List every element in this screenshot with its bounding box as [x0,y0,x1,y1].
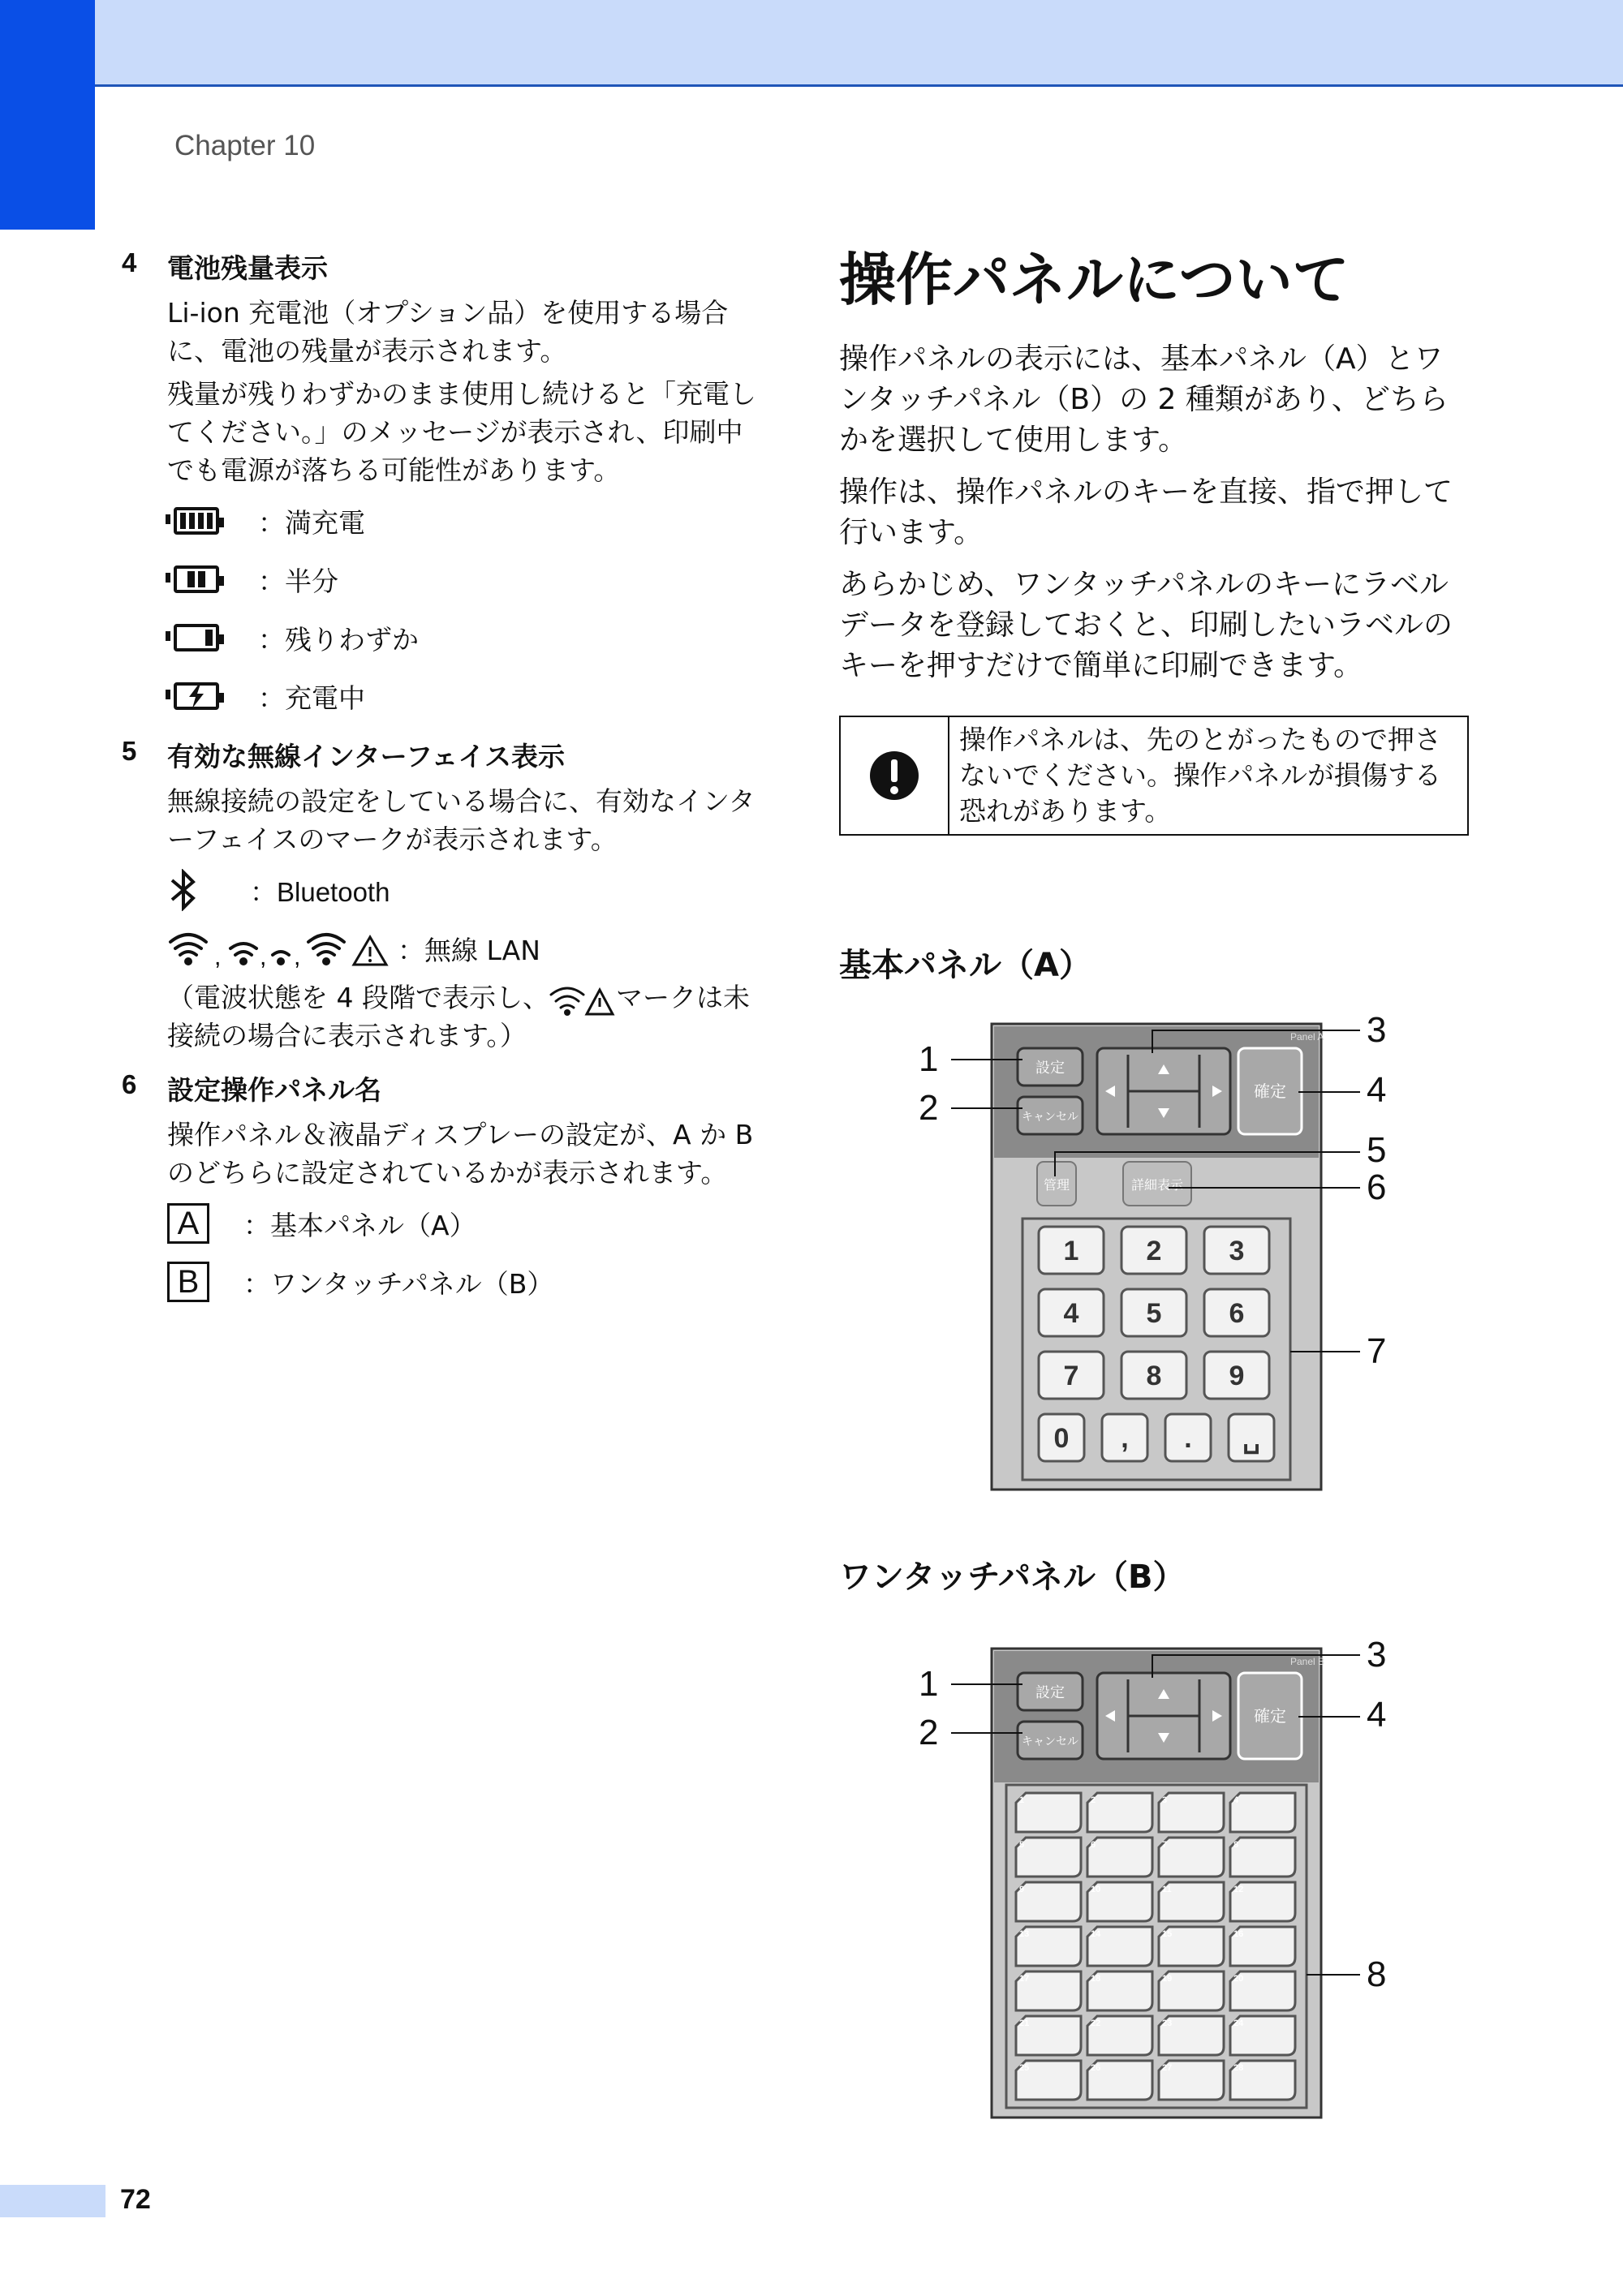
wifi-signal-icons [167,927,391,970]
callout-1: 1 [919,1039,939,1079]
one-touch-key[interactable] [1230,1838,1295,1877]
item-title: 有効な無線インターフェイス表示 [167,741,566,772]
item-5-note: （電波状態を 4 段階で表示し、 マークは未接続の場合に表示されます。） [167,982,750,1051]
one-touch-key[interactable] [1016,1838,1081,1877]
left-column [122,247,763,1309]
one-touch-key-number: 23 [1162,2019,1173,2028]
battery-charging-label: ：充電中 [258,681,365,714]
panel-a-indicator-label: ：基本パネル（A） [243,1209,476,1241]
callout-6: 6 [1367,1167,1387,1207]
one-touch-key-number: 10 [1091,1885,1101,1894]
panel-b-letter-icon: B [167,1262,209,1302]
one-touch-key-number: 13 [1019,1929,1030,1939]
battery-full-row [122,494,763,548]
callout-1: 1 [919,1664,939,1704]
svg-text:確定: 確定 [1254,1706,1286,1726]
one-touch-key[interactable] [1016,1793,1081,1832]
numeric-key-label: 1 [1063,1236,1079,1266]
one-touch-key-number: 25 [1019,2063,1030,2073]
section-title: 操作パネルについて [839,247,1350,313]
one-touch-key-number: 4 [1233,1795,1239,1805]
svg-text:詳細表示: 詳細表示 [1130,1177,1184,1193]
callout-8: 8 [1367,1954,1387,1994]
svg-text:,: , [260,944,267,970]
right-para1: 操作パネルの表示には、基本パネル（A）とワンタッチパネル（B）の 2 種類があり、どちらかを選択して使用します。 [839,342,1449,457]
battery-low-label: ：残りわずか [258,623,419,656]
callout-2: 2 [919,1713,939,1752]
numeric-key-label: 2 [1146,1236,1162,1266]
one-touch-key-number: 17 [1019,1974,1030,1984]
battery-low-row [122,611,763,664]
wlan-label: ：無線 LAN [398,934,540,966]
numeric-key-label: 9 [1229,1361,1245,1391]
caution-icon [841,717,949,834]
battery-low-icon [174,624,219,651]
one-touch-key-number: 20 [1233,1974,1244,1984]
one-touch-key[interactable] [1087,1793,1152,1832]
numeric-key-label: ␣ [1242,1423,1260,1454]
panel-b-title: ワンタッチパネル（B） [839,1559,1186,1596]
right-column [839,243,1472,836]
battery-charging-icon [174,682,219,710]
caution-box [839,716,1469,836]
one-touch-key-number: 14 [1091,1929,1101,1939]
svg-text:,: , [294,944,301,970]
battery-half-label: ：半分 [258,565,338,597]
one-touch-key-number: 3 [1162,1795,1168,1805]
svg-text:キャンセル: キャンセル [1022,1735,1078,1748]
one-touch-key-number: 1 [1019,1795,1025,1805]
panel-b-indicator-row [122,1255,763,1309]
one-touch-key-number: 15 [1162,1929,1173,1939]
panel-a-title: 基本パネル（A） [839,947,1091,984]
one-touch-key[interactable] [1230,1793,1295,1832]
panel-b-tag: Panel B [1290,1656,1325,1667]
numeric-key-label: . [1184,1423,1192,1454]
battery-half-icon [174,565,219,593]
svg-text:設定: 設定 [1035,1684,1065,1701]
page-number: 72 [120,2184,151,2215]
one-touch-key-number: 5 [1019,1840,1025,1850]
one-touch-key-number: 11 [1162,1885,1172,1894]
item-6-heading [122,1069,763,1107]
item-number: 4 [122,247,137,277]
one-touch-key-number: 6 [1091,1840,1096,1850]
right-para2: 操作は、操作パネルのキーを直接、指で押して行います。 [839,475,1453,549]
chapter-tab [0,0,95,230]
bluetooth-label: ：Bluetooth [250,876,390,907]
callout-7: 7 [1367,1331,1387,1371]
callout-4: 4 [1367,1070,1387,1110]
one-touch-key[interactable] [1016,1882,1081,1921]
one-touch-key[interactable] [1087,1838,1152,1877]
one-touch-key-number: 2 [1091,1795,1096,1805]
item-4-para1: Li-ion 充電池（オプション品）を使用する場合に、電池の残量が表示されます。 [167,297,729,367]
bluetooth-row [122,863,763,917]
one-touch-key-number: 9 [1019,1885,1025,1894]
svg-text:確定: 確定 [1254,1081,1286,1101]
numeric-key-label: , [1121,1423,1129,1454]
caution-text: 操作パネルは、先のとがったもので押さないでください。操作パネルが損傷する恐れがあります。 [959,724,1441,827]
callout-2: 2 [919,1088,939,1128]
callout-5: 5 [1367,1130,1387,1170]
one-touch-key[interactable] [1159,1793,1224,1832]
item-4-heading [122,247,763,286]
panel-b-diagram [893,1631,1412,2126]
svg-text:管理: 管理 [1043,1177,1070,1193]
item-title: 設定操作パネル名 [167,1074,381,1106]
item-title: 電池残量表示 [167,252,328,284]
header-band [0,0,1623,87]
panel-b-indicator-label: ：ワンタッチパネル（B） [243,1267,554,1300]
svg-text:設定: 設定 [1035,1060,1065,1077]
numeric-key-label: 6 [1229,1298,1245,1329]
battery-full-label: ：満充電 [258,506,365,539]
item-6-para1: 操作パネル＆液晶ディスプレーの設定が、A か B のどちらに設定されているかが表示されます。 [167,1119,754,1189]
one-touch-key-number: 27 [1162,2063,1173,2073]
numeric-key-label: 7 [1063,1361,1079,1391]
wifi-disconnected-icon [549,983,616,1016]
chapter-label: Chapter 10 [174,130,316,161]
numeric-key-label: 8 [1146,1361,1162,1391]
one-touch-key-number: 7 [1162,1840,1168,1850]
item-4-para2: 残量が残りわずかのまま使用し続けると「充電してください。」のメッセージが表示され、印刷中でも電源が落ちる可能性があります。 [167,378,756,486]
item-5-heading [122,736,763,774]
callout-3: 3 [1367,1635,1387,1675]
battery-charging-row [122,669,763,723]
one-touch-key-number: 19 [1162,1974,1173,1984]
page-number-band [0,2185,105,2217]
callout-3: 3 [1367,1010,1387,1050]
numeric-key-label: 3 [1229,1236,1245,1266]
one-touch-key-number: 22 [1091,2019,1101,2028]
numeric-key-label: 4 [1063,1298,1079,1329]
numeric-key-label: 5 [1146,1298,1162,1329]
panel-a-indicator-row [122,1197,763,1250]
one-touch-key-number: 28 [1233,2063,1244,2073]
one-touch-key-number: 16 [1233,1929,1244,1939]
svg-text:,: , [214,944,222,970]
one-touch-key-number: 8 [1233,1840,1239,1850]
bluetooth-icon [167,869,200,911]
wlan-row [122,922,763,975]
battery-half-row [122,553,763,606]
svg-text:キャンセル: キャンセル [1022,1111,1078,1124]
callout-4: 4 [1367,1695,1387,1735]
panel-a-letter-icon: A [167,1203,209,1244]
panel-a-diagram [893,1006,1412,1509]
numeric-key-label: 0 [1053,1423,1070,1454]
one-touch-key-number: 18 [1091,1974,1101,1984]
one-touch-key-number: 12 [1233,1885,1244,1894]
item-5-para1: 無線接続の設定をしている場合に、有効なインターフェイスのマークが表示されます。 [167,785,756,855]
one-touch-key[interactable] [1159,1838,1224,1877]
one-touch-key-number: 26 [1091,2063,1101,2073]
item-number: 6 [122,1069,137,1099]
one-touch-key-number: 21 [1019,2019,1030,2028]
item-number: 5 [122,736,137,766]
one-touch-key-number: 24 [1233,2019,1244,2028]
battery-full-icon [174,507,219,535]
panel-a-tag: Panel A [1290,1031,1324,1043]
right-para3: あらかじめ、ワンタッチパネルのキーにラベルデータを登録しておくと、印刷したいラベルのキーを押すだけで簡単に印刷できます。 [839,568,1453,682]
